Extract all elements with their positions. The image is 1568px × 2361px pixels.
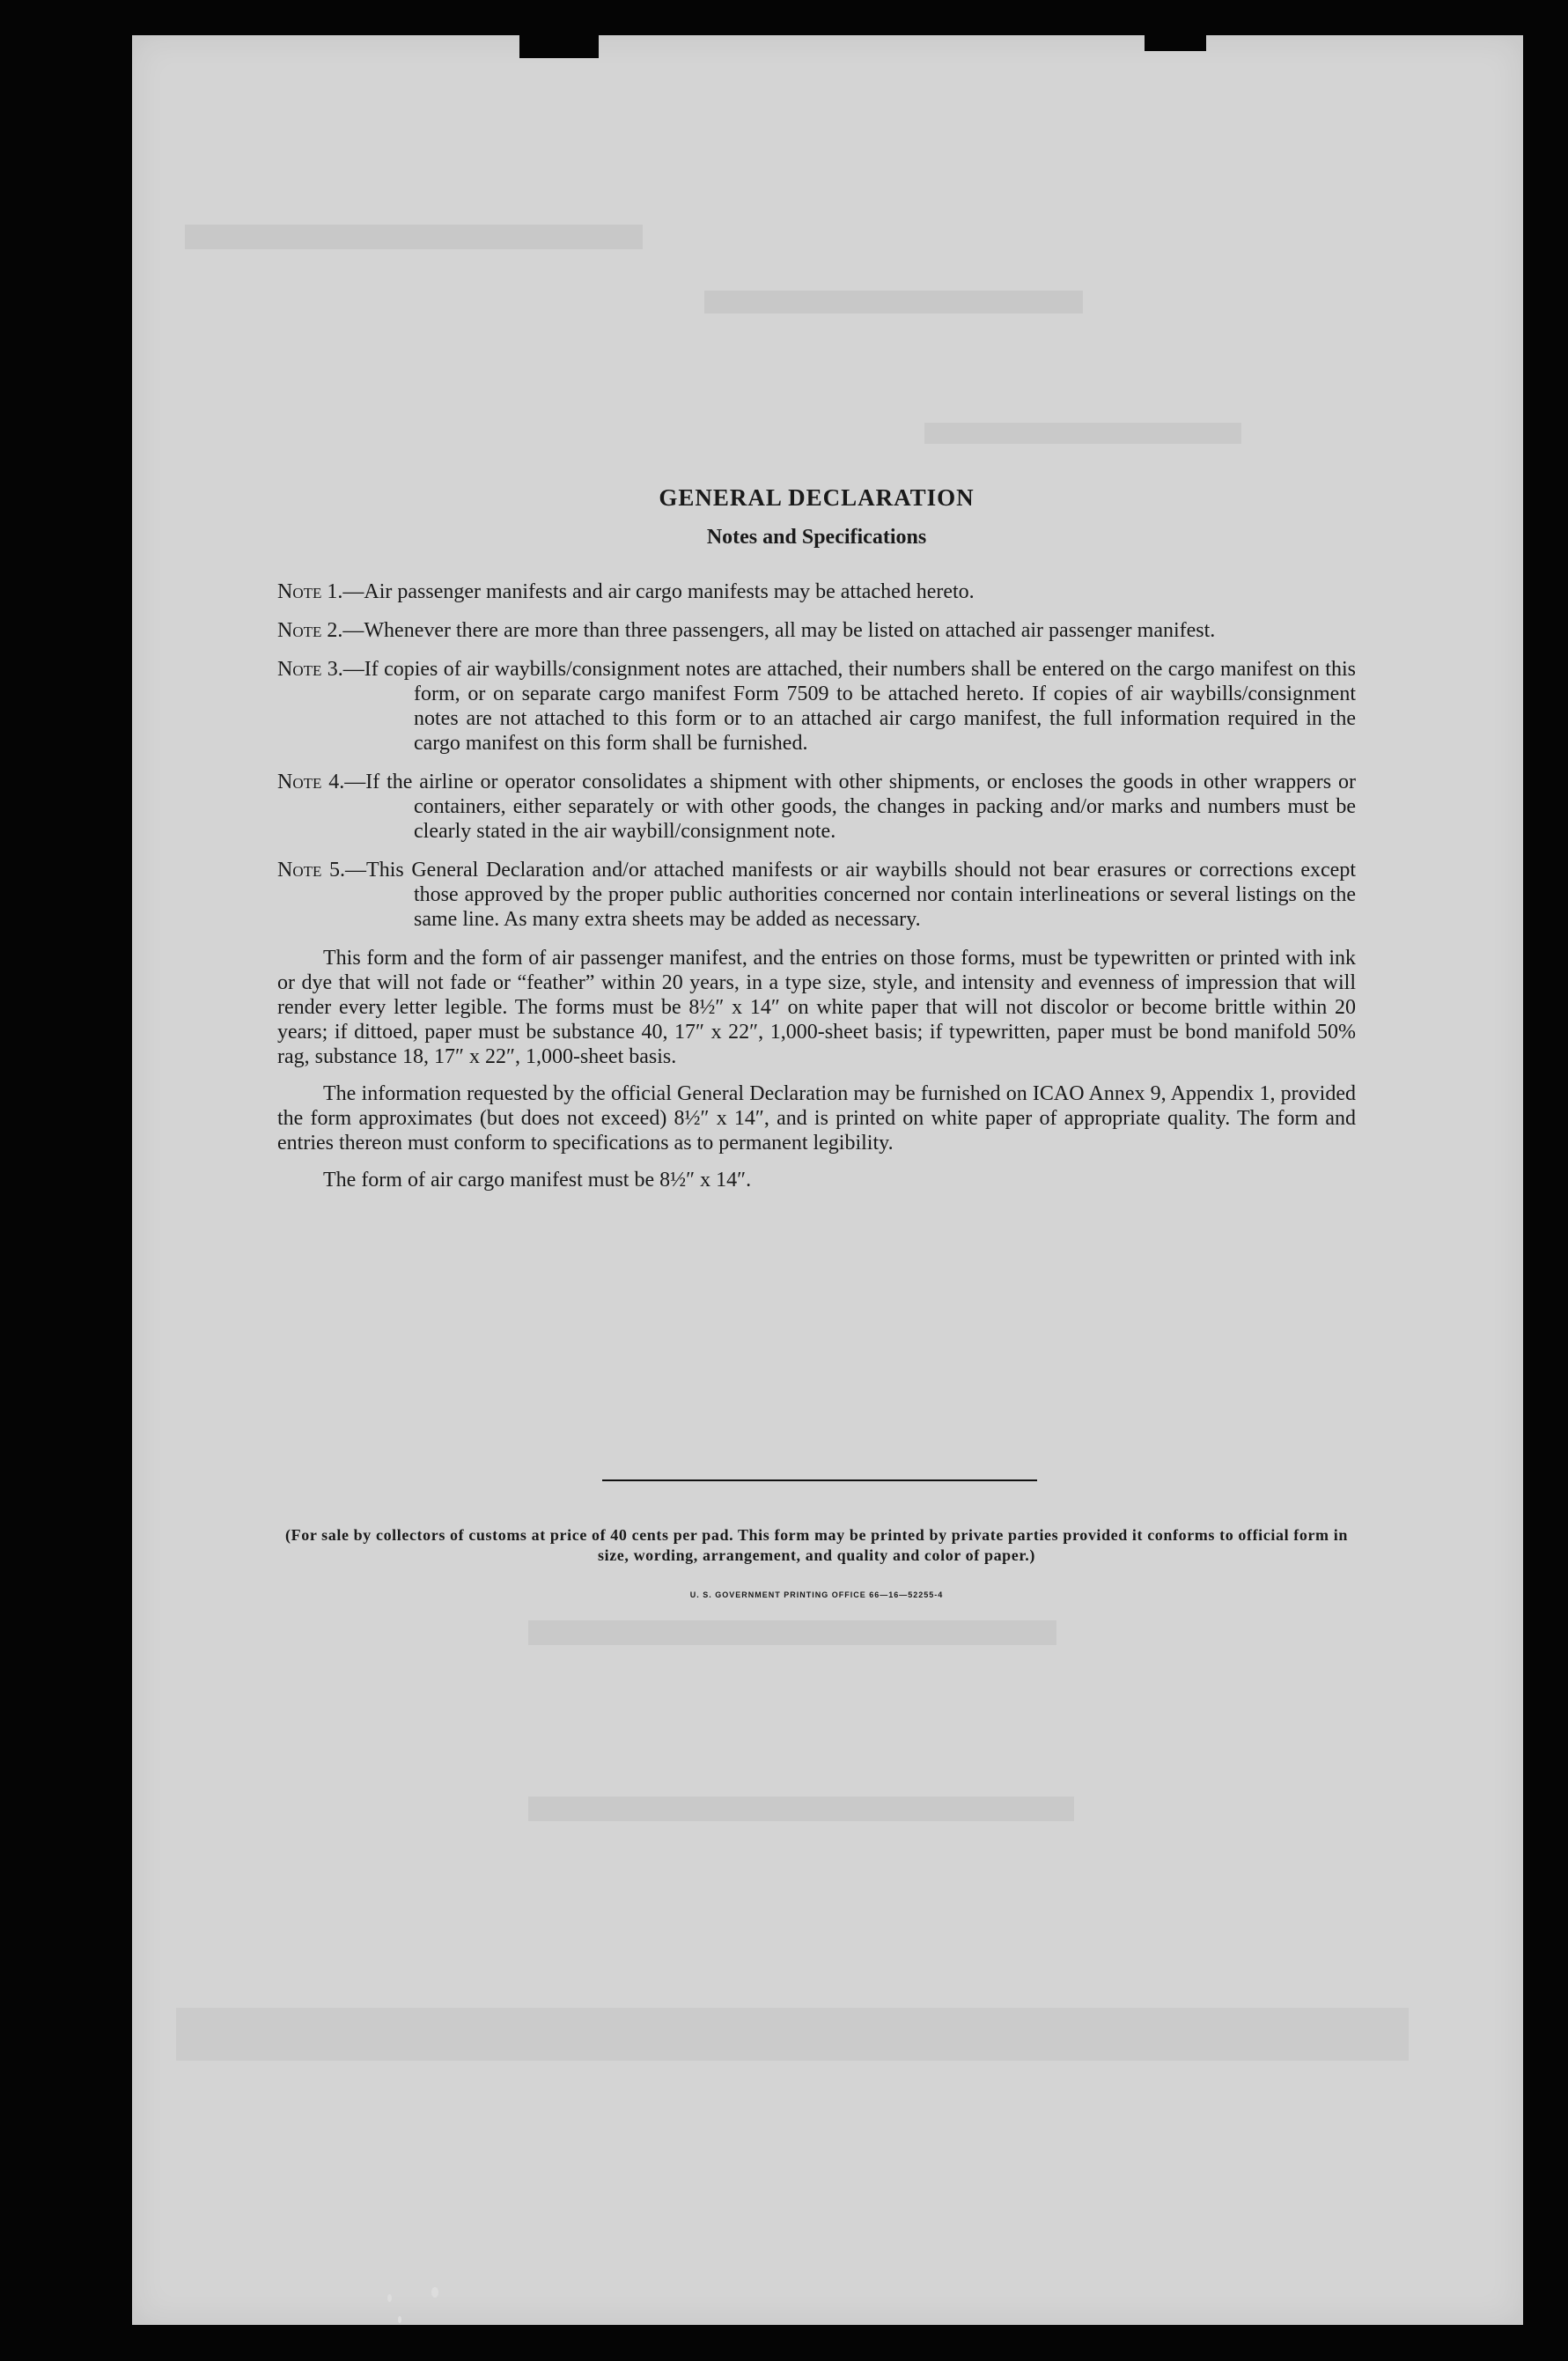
note-label: Note 4. (277, 771, 345, 793)
page-edge-notch (519, 35, 599, 58)
note-text: —This General Declaration and/or attached manifests or air waybills should not bear erasures or corrections except those approved by the proper public authorities concerned nor contain interlineations or several listings on the same line. As many extra sheets may be added as necessary. (345, 859, 1356, 931)
page-subtitle: Notes and Specifications (706, 526, 927, 549)
note-text: —Air passenger manifests and air cargo manifests may be attached hereto. (342, 580, 975, 603)
specification-paragraph: This form and the form of air passenger manifest, and the entries on those forms, must be typewritten or printed with ink or dye that will not fade or “feather” within 20 years, in a type size, style, and intensity and evenness of impression that will render every letter legible. The forms must be 8½″ x 14″ on white paper that will not discolor or become brittle within 20 years; if dittoed, paper must be substance 40, 17″ x 22″, 1,000-sheet basis; if typewritten, paper must be bond manifold 50% rag, substance 18, 17″ x 22″, 1,000-sheet basis. (277, 947, 1356, 1068)
note-item (277, 579, 1356, 604)
bleed-through-mark (528, 1797, 1074, 1821)
bleed-through-mark (704, 291, 1083, 314)
bleed-through-mark (176, 2008, 1409, 2061)
bleed-through-mark (528, 1620, 1056, 1645)
notes-section (277, 484, 1356, 1205)
note-label: Note 5. (277, 859, 346, 882)
bleed-through-mark (185, 225, 643, 249)
note-text: —If the airline or operator consolidates a shipment with other shipments, or encloses the goods in other wrappers or containers, either separately or with other goods, the changes in packing and/or marks and numbers must be clearly stated in the air waybill/consignment note. (344, 771, 1356, 843)
bleed-through-mark (924, 423, 1241, 444)
horizontal-divider (602, 1479, 1037, 1481)
note-label: Note 3. (277, 658, 343, 681)
note-text: —If copies of air waybills/consignment notes are attached, their numbers shall be entered on the cargo manifest on this form, or on separate cargo manifest Form 7509 to be attached hereto. If copies of air waybills/consignment notes are not attached to this form or to an attached air cargo manifest, the full information required in the cargo manifest on this form shall be furnished. (342, 658, 1356, 755)
sale-notice: (For sale by collectors of customs at price of 40 cents per pad. This form may be printed by private parties provided it conforms to official form in size, wording, arrangement, and quality and color of paper.) (285, 1526, 1348, 1564)
specification-paragraph: The information requested by the official General Declaration may be furnished on ICAO Annex 9, Appendix 1, provided the form approximates (but does not exceed) 8½″ x 14″, and is printed on white paper of appropriate quality. The form and entries thereon must conform to specifications as to permanent legibility. (277, 1082, 1356, 1155)
note-text: —Whenever there are more than three passengers, all may be listed on attached air passenger manifest. (342, 619, 1216, 642)
page-title: GENERAL DECLARATION (659, 484, 975, 511)
note-label: Note 1. (277, 580, 343, 603)
printer-imprint: U. S. GOVERNMENT PRINTING OFFICE 66—16—52255-4 (689, 1590, 944, 1599)
note-label: Note 2. (277, 619, 343, 642)
specification-paragraph: The form of air cargo manifest must be 8½″ x 14″. (323, 1169, 752, 1192)
note-item (277, 858, 1356, 932)
note-item (277, 618, 1356, 643)
document-page (132, 35, 1523, 2325)
page-edge-notch (1145, 35, 1206, 51)
note-item (277, 657, 1356, 756)
note-item (277, 770, 1356, 844)
